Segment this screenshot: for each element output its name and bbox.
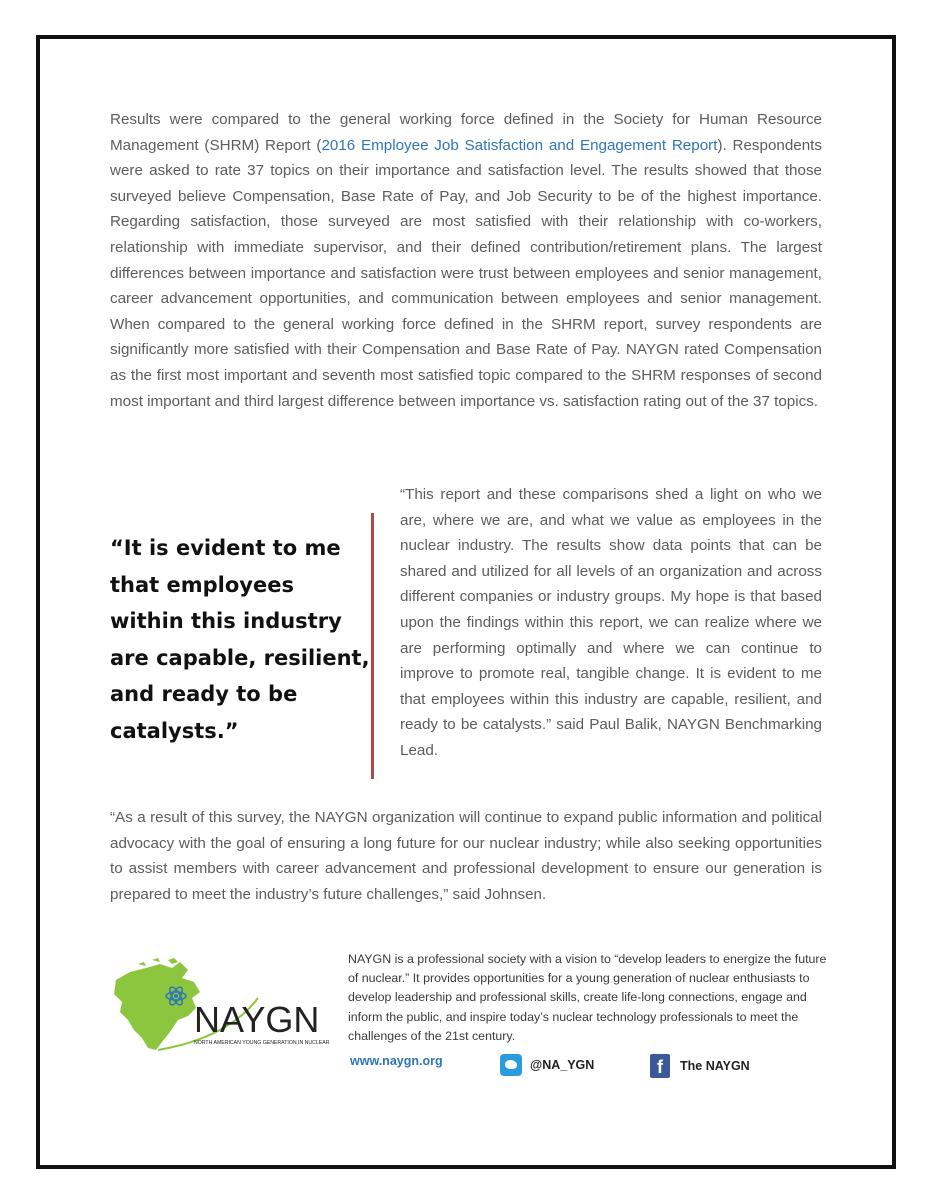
quote-divider — [371, 513, 374, 779]
pull-quote-line: are capable, resilient, — [110, 645, 370, 670]
twitter-icon — [500, 1054, 522, 1076]
balik-quote-paragraph: “This report and these comparisons shed a light on who we are, where we are, and what we value as employees in the nuclear industry. The results show data points that can be shared and utilized for all levels of an organization and across different companies or industry groups. My hope is that based upon the findings within this report, we can realize where we are performing optimally and where we can continue to improve to promote real, tangible change. It is evident to me that employees within this industry are capable, resilient, and ready to be catalysts.” said Paul Balik, NAYGN Benchmarking Lead. — [400, 486, 822, 759]
pull-quote-line: that employees — [110, 572, 294, 597]
naygn-description: NAYGN is a professional society with a vision to “develop leaders to energize the future of nuclear.” It provides opportunities for a young generation of nuclear enthusiasts to develop leadership and professional skills, create life-long connections, engage and inform the public, and inspire today’s nuclear technology professionals to meet the challenges of the 21st century. — [348, 952, 827, 1043]
website-link[interactable]: www.naygn.org — [350, 1054, 443, 1068]
twitter-handle: @NA_YGN — [530, 1058, 595, 1072]
facebook-name: The NAYGN — [680, 1059, 750, 1073]
naygn-logo — [108, 958, 338, 1058]
facebook-icon: f — [650, 1054, 670, 1078]
twitter-link[interactable] — [500, 1054, 594, 1076]
results-text-start: Results were compared to the general working force defined in the Society for Human Resource Management (SHRM) Report ( — [110, 111, 822, 154]
results-text-rest: ). Respondents were asked to rate 37 topics on their importance and satisfaction level. The results showed that those surveyed believe Compensation, Base Rate of Pay, and Job Security to be of the highest importance. Regarding satisfaction, those surveyed are most satisfied with their relationship with co-workers, relationship with immediate supervisor, and their defined contribution/retirement plans. The largest differences between importance and satisfaction were trust between employees and senior management, career advancement opportunities, and communication between employees and senior management. When compared to the general working force defined in the SHRM report, survey respondents are significantly more satisfied with their Compensation and Base Rate of Pay. NAYGN rated Compensation as the first most important and seventh most satisfied topic compared to the SHRM responses of second most important and third largest difference between importance vs. satisfaction rating out of the 37 topics. — [110, 136, 822, 410]
shrm-report-link[interactable]: 2016 Employee Job Satisfaction and Engagement Report — [321, 136, 718, 154]
results-paragraph — [110, 107, 822, 414]
logo-tagline: NORTH AMERICAN YOUNG GENERATION IN NUCLEAR — [194, 1040, 330, 1046]
logo-wordmark: NAYGN — [194, 999, 320, 1040]
pull-quote-line: and ready to be — [110, 682, 298, 706]
pull-quote-line: within this industry — [110, 609, 342, 633]
north-america-map-icon — [114, 962, 200, 1050]
facebook-link[interactable] — [650, 1054, 750, 1078]
pull-quote — [110, 530, 370, 749]
pull-quote-line: catalysts.” — [110, 718, 239, 743]
johnsen-quote-paragraph: “As a result of this survey, the NAYGN organization will continue to expand public information and political advocacy with the goal of ensuring a long future for our nuclear industry; while also seeking opportunities to assist members with career advancement and professional development to ensure our generation is prepared to meet the industry’s future challenges,” said Johnsen. — [110, 809, 822, 903]
pull-quote-line: “It is evident to me — [110, 536, 341, 560]
